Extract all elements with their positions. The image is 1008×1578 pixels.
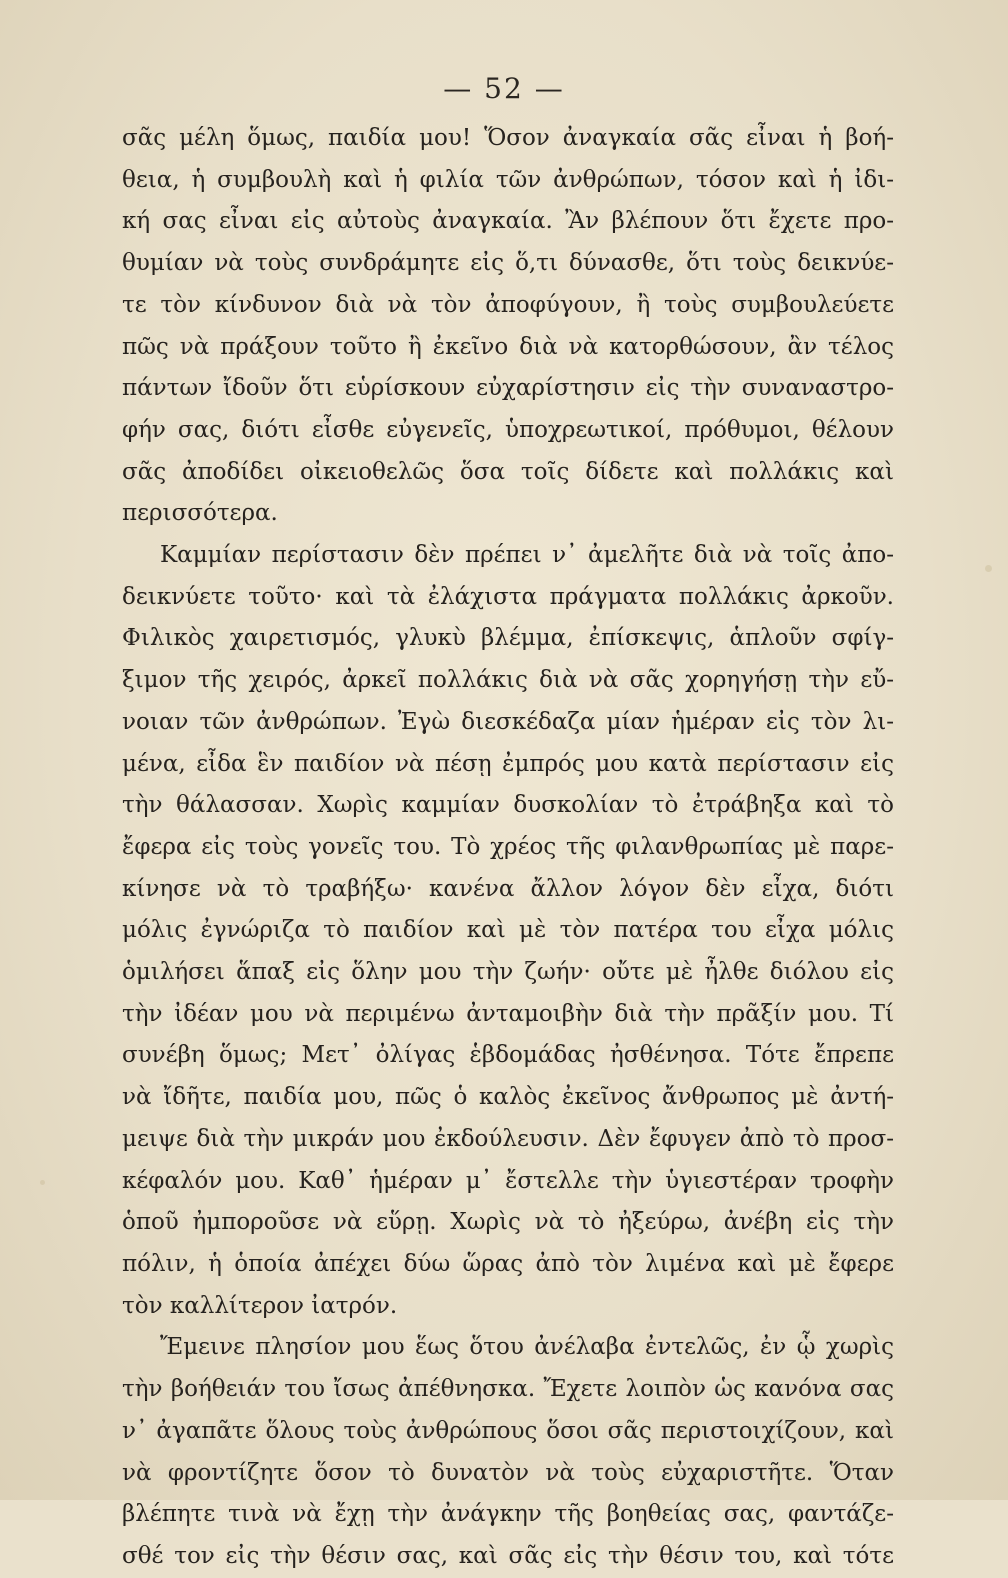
text-line: πάντων ἴδοῦν ὅτι εὑρίσκουν εὐχαρίστησιν εἰς τὴν συναναστρο-: [122, 375, 894, 402]
text-line: τὴν βοήθειάν του ἴσως ἀπέθνησκα. Ἔχετε λοιπὸν ὡς κανόνα σας: [122, 1376, 894, 1403]
text-line: Ἔμεινε πλησίον μου ἕως ὅτου ἀνέλαβα ἐντελῶς, ἐν ᾧ χωρὶς: [160, 1334, 894, 1361]
text-line: κίνησε νὰ τὸ τραβήξω· κανένα ἄλλον λόγον δὲν εἶχα, διότι: [122, 875, 894, 902]
text-line: ἔφερα εἰς τοὺς γονεῖς του. Τὸ χρέος τῆς φιλανθρωπίας μὲ παρε-: [122, 833, 894, 860]
text-line: νὰ ἴδῆτε, παιδία μου, πῶς ὁ καλὸς ἐκεῖνος ἄνθρωπος μὲ ἀντή-: [122, 1084, 894, 1111]
text-line: σθέ τον εἰς τὴν θέσιν σας, καὶ σᾶς εἰς τὴν θέσιν του, καὶ τότε: [122, 1542, 894, 1569]
text-line: νὰ φροντίζητε ὅσον τὸ δυνατὸν νὰ τοὺς εὐχαριστῆτε. Ὅταν: [122, 1459, 894, 1486]
text-line: σᾶς ἀποδίδει οἰκειοθελῶς ὅσα τοῖς δίδετε καὶ πολλάκις καὶ: [122, 458, 894, 485]
text-line: κή σας εἶναι εἰς αὐτοὺς ἀναγκαία. Ἂν βλέπουν ὅτι ἔχετε προ-: [122, 208, 894, 235]
text-line: σᾶς μέλη ὅμως, παιδία μου! Ὅσον ἀναγκαία σᾶς εἶναι ἡ βοή-: [122, 125, 894, 151]
text-line: περισσότερα.: [122, 500, 278, 527]
text-line: νοιαν τῶν ἀνθρώπων. Ἐγὼ διεσκέδαζα μίαν ἡμέραν εἰς τὸν λι-: [122, 708, 894, 735]
text-line: συνέβη ὅμως; Μετ᾽ ὀλίγας ἑβδομάδας ἠσθένησα. Τότε ἔπρεπε: [122, 1042, 894, 1069]
text-line: ὁποῦ ἠμποροῦσε νὰ εὕρῃ. Χωρὶς νὰ τὸ ἠξεύρω, ἀνέβη εἰς τὴν: [122, 1209, 894, 1236]
text-line: δεικνύετε τοῦτο· καὶ τὰ ἐλάχιστα πράγματα πολλάκις ἀρκοῦν.: [122, 583, 894, 610]
text-line: τὴν θάλασσαν. Χωρὶς καμμίαν δυσκολίαν τὸ ἐτράβηξα καὶ τὸ: [122, 792, 894, 819]
text-line: πόλιν, ἡ ὁποία ἀπέχει δύω ὥρας ἀπὸ τὸν λιμένα καὶ μὲ ἔφερε: [122, 1250, 894, 1277]
text-line: Καμμίαν περίστασιν δὲν πρέπει ν᾽ ἀμελῆτε διὰ νὰ τοῖς ἀπο-: [160, 542, 894, 569]
page-number: — 52 —: [443, 72, 565, 105]
body-text: [122, 118, 894, 1578]
text-line: τε τὸν κίνδυνον διὰ νὰ τὸν ἀποφύγουν, ἢ τοὺς συμβουλεύετε: [122, 291, 894, 318]
text-line: τὴν ἰδέαν μου νὰ περιμένω ἀνταμοιβὴν διὰ τὴν πρᾶξίν μου. Τί: [122, 1000, 894, 1027]
text-line: μένα, εἶδα ἓν παιδίον νὰ πέσῃ ἐμπρός μου κατὰ περίστασιν εἰς: [122, 750, 894, 777]
text-line: θυμίαν νὰ τοὺς συνδράμητε εἰς ὅ,τι δύνασθε, ὅτι τοὺς δεικνύε-: [122, 250, 894, 277]
text-line: βλέπητε τινὰ νὰ ἔχῃ τὴν ἀνάγκην τῆς βοηθείας σας, φαντάζε-: [122, 1501, 894, 1528]
text-line: μειψε διὰ τὴν μικράν μου ἐκδούλευσιν. Δὲν ἔφυγεν ἀπὸ τὸ προσ-: [122, 1125, 894, 1152]
text-line: ὁμιλήσει ἅπαξ εἰς ὅλην μου τὴν ζωήν· οὔτε μὲ ἦλθε διόλου εἰς: [122, 959, 894, 986]
text-line: μόλις ἐγνώριζα τὸ παιδίον καὶ μὲ τὸν πατέρα του εἶχα μόλις: [122, 917, 894, 944]
text-line: τὸν καλλίτερον ἰατρόν.: [122, 1292, 398, 1319]
text-line: ν᾽ ἀγαπᾶτε ὅλους τοὺς ἀνθρώπους ὅσοι σᾶς περιστοιχίζουν, καὶ: [122, 1417, 894, 1444]
text-line: πῶς νὰ πράξουν τοῦτο ἢ ἐκεῖνο διὰ νὰ κατορθώσουν, ἂν τέλος: [122, 333, 894, 360]
text-line: ξιμον τῆς χειρός, ἀρκεῖ πολλάκις διὰ νὰ σᾶς χορηγήσῃ τὴν εὔ-: [122, 667, 894, 694]
text-line: θεια, ἡ συμβουλὴ καὶ ἡ φιλία τῶν ἀνθρώπων, τόσον καὶ ἡ ἰδι-: [122, 166, 894, 193]
paper-stain: [985, 565, 992, 572]
text-line: φήν σας, διότι εἶσθε εὐγενεῖς, ὑποχρεωτικοί, πρόθυμοι, θέλουν: [122, 416, 894, 443]
text-line: κέφαλόν μου. Καθ᾽ ἡμέραν μ᾽ ἔστελλε τὴν ὑγιεστέραν τροφὴν: [122, 1167, 894, 1194]
paper-stain: [40, 1180, 45, 1185]
text-line: Φιλικὸς χαιρετισμός, γλυκὺ βλέμμα, ἐπίσκεψις, ἁπλοῦν σφίγ-: [122, 625, 894, 652]
